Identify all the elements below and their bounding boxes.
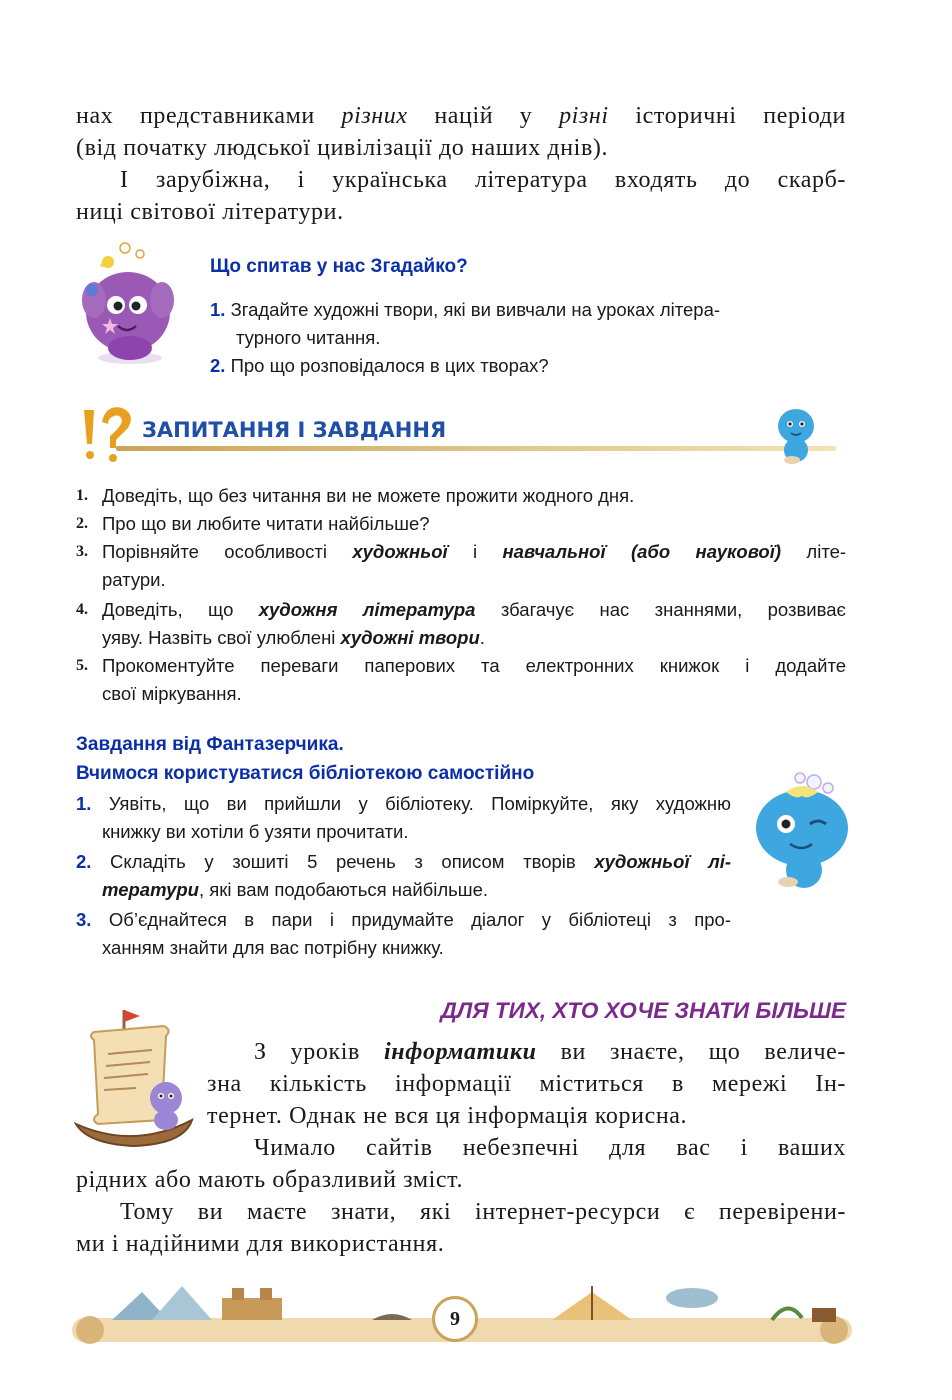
question-item: 2. Про що ви любите читати найбільше?	[76, 513, 430, 534]
question-item: 4. Доведіть, що художня література збагачує нас знаннями, розвиває уяву. Назвіть свої улюблені художні твори.	[76, 599, 846, 648]
intro-line-3: І зарубіжна, і українська література входять до скарб-	[120, 167, 846, 193]
intro-line-2: (від початку людської цивілізації до наших днів).	[76, 135, 609, 161]
banner-mascot-icon	[766, 402, 826, 471]
zgadayko-mascot-icon	[70, 240, 190, 370]
fantaz-item: 2. Складіть у зошиті 5 речень з описом творів художньої лі- тератури, які вам подобаються найбільше.	[76, 851, 732, 900]
more-paragraph: З уроків інформатики ви знаєте, що величе- зна кількість інформації міститься в мережі Ін- тернет. Однак не вся ця інформація корисна. Чимало сайтів небезпечні для вас і ваших рідних або мають образливий зміст. Тому ви маєте знати, які інтернет-ресурси є перевірени- ми і надійними для використання.	[76, 1039, 847, 1257]
intro-line-4: ниці світової літератури.	[76, 199, 344, 225]
recall-heading: Що спитав у нас Згадайко?	[210, 256, 468, 277]
fantaz-item: 3. Об’єднайтеся в пари і придумайте діалог у бібліотеці з про- ханням знайти для вас потрібну книжку.	[76, 909, 732, 958]
page-number: 9	[450, 1308, 460, 1330]
page-number-badge	[432, 1296, 478, 1342]
fantaz-heading: Завдання від Фантазерчика. Вчимося користуватися бібліотекою самостійно	[76, 734, 535, 784]
question-item: 5. Прокоментуйте переваги паперових та електронних книжок і додайте свої міркування.	[76, 655, 846, 704]
fantaz-item: 1. Уявіть, що ви прийшли у бібліотеку. Поміркуйте, яку художню книжку ви хотіли б узяти прочитати.	[76, 793, 732, 842]
footer-decoration	[72, 1278, 852, 1348]
fantazerchyk-mascot-icon	[748, 770, 858, 900]
recall-list	[210, 296, 840, 380]
banner-title: ЗАПИТАННЯ І ЗАВДАННЯ	[142, 418, 447, 442]
intro-line-1: нах представниками різних націй у різні історичні періоди	[76, 103, 847, 129]
more-heading: ДЛЯ ТИХ, ХТО ХОЧЕ ЗНАТИ БІЛЬШЕ	[440, 998, 846, 1023]
questions-banner	[76, 400, 846, 470]
question-item: 3. Порівняйте особливості художньої і навчальної (або наукової) літе- ратури.	[76, 541, 847, 590]
question-item: 1. Доведіть, що без читання ви не можете прожити жодного дня.	[76, 485, 635, 506]
intro-paragraph	[76, 100, 846, 228]
recall-item: 2. Про що розповідалося в цих творах?	[210, 355, 549, 376]
recall-item: 1. Згадайте художні твори, які ви вивчали на уроках літера- турного читання.	[210, 299, 721, 348]
